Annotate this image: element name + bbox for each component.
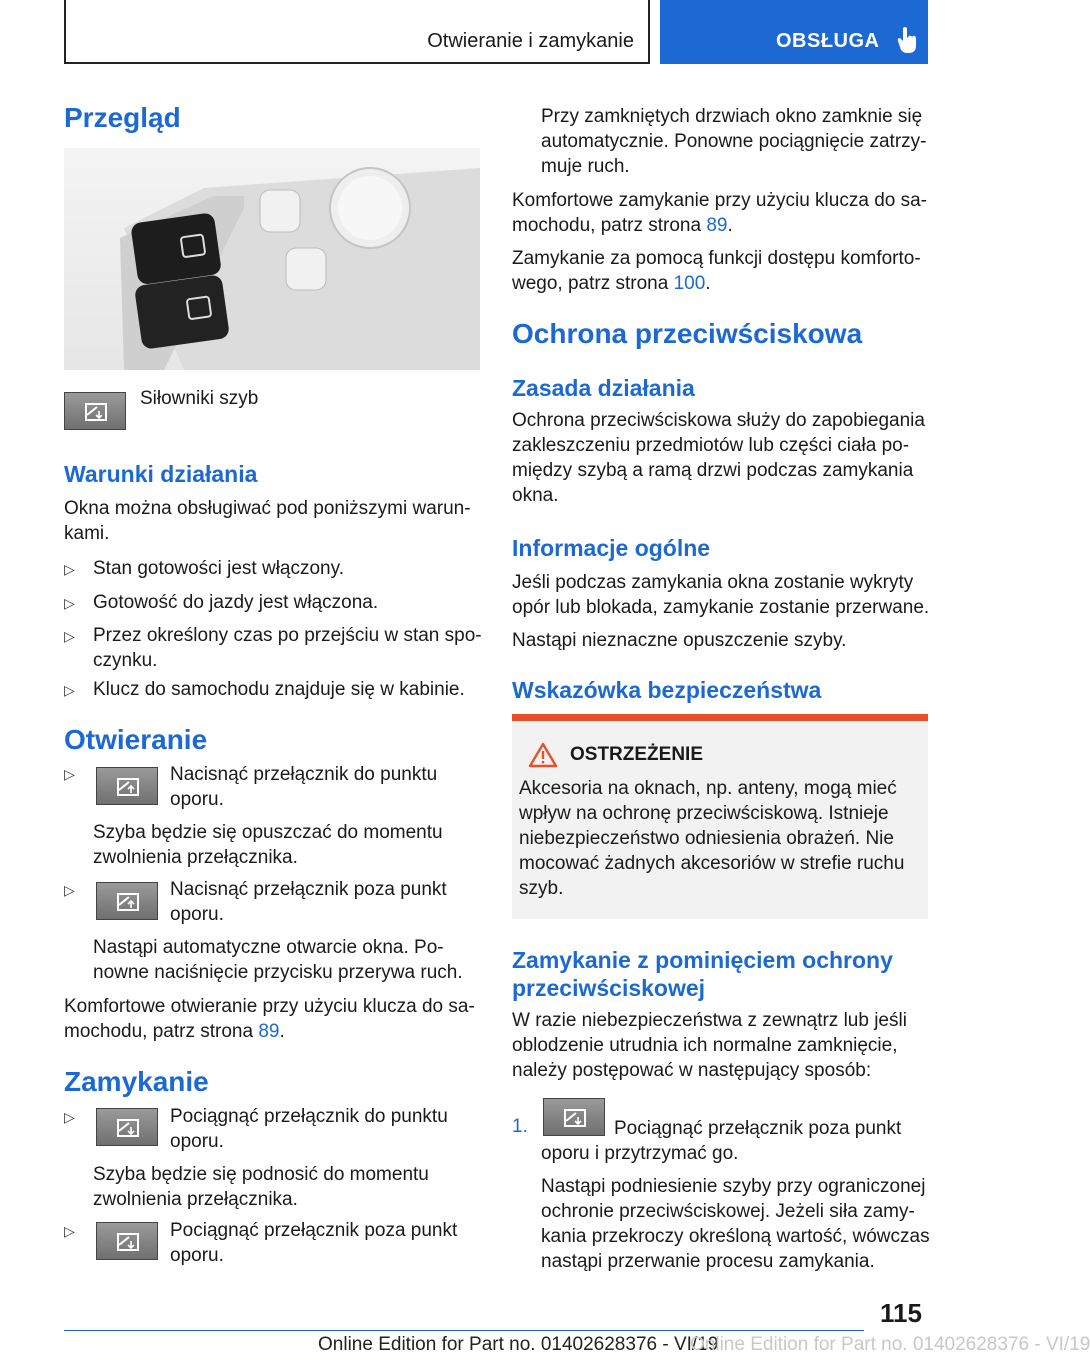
opening-item-1-result-b: zwolnienia przełącznika.	[93, 847, 298, 868]
opening-item-2-action-a: Nacisnąć przełącznik poza punkt	[170, 879, 447, 900]
step-result-4: nastąpi przerwanie procesu zamykania.	[541, 1251, 875, 1272]
bullet-triangle-icon: ▷	[64, 628, 75, 644]
conditions-item-4: Klucz do samochodu znajduje się w kabinie.	[93, 679, 465, 700]
comfort-access-line-2: wego, patrz strona 100.	[512, 273, 711, 294]
closing-item-1-result-b: zwolnienia przełącznika.	[93, 1189, 298, 1210]
principle-line-2: zakleszczeniu przedmiotów lub części ciała po-	[512, 435, 910, 456]
warning-triangle-icon	[528, 742, 558, 768]
window-switch-icon	[64, 392, 126, 430]
window-switch-icon	[96, 1222, 158, 1260]
closing-item-1-action-b: oporu.	[170, 1131, 224, 1152]
warning-line-3: niebezpieczeństwo odniesienia obrażeń. Nie	[519, 828, 894, 849]
continued-line-3: muje ruch.	[541, 156, 630, 177]
general-info-title: Informacje ogólne	[512, 535, 711, 561]
override-title-1: Zamykanie z pominięciem ochrony	[512, 947, 893, 973]
pinch-protection-title: Ochrona przeciwściskowa	[512, 318, 863, 349]
closing-item-1-result-a: Szyba będzie się podnosić do momentu	[93, 1164, 429, 1185]
continued-line-2: automatycznie. Ponowne pociągnięcie zatrzy-	[541, 131, 927, 152]
bullet-triangle-icon: ▷	[64, 766, 75, 782]
comfort-close-line-2: mochodu, patrz strona 89.	[512, 215, 733, 236]
opening-item-1-result-a: Szyba będzie się opuszczać do momentu	[93, 822, 443, 843]
header-section-box	[64, 0, 650, 64]
principle-line-3: między szybą a ramą drzwi podczas zamykania	[512, 460, 914, 481]
warning-label: OSTRZEŻENIE	[570, 744, 704, 765]
footer-edition: Online Edition for Part no. 01402628376 - VI/19	[318, 1334, 719, 1355]
principle-line-1: Ochrona przeciwściskowa służy do zapobiegania	[512, 410, 925, 431]
bullet-triangle-icon: ▷	[64, 682, 75, 698]
override-line-2: oblodzenie utrudnia ich normalne zamknięcie,	[512, 1035, 898, 1056]
window-switch-icon	[96, 882, 158, 920]
opening-item-2-action-b: oporu.	[170, 904, 224, 925]
opening-item-2-result-a: Nastąpi automatyczne otwarcie okna. Po-	[93, 937, 444, 958]
conditions-item-3a: Przez określony czas po przejściu w stan spo-	[93, 625, 482, 646]
step-result-2: ochronie przeciwściskowej. Jeżeli siła zamy-	[541, 1201, 915, 1222]
window-switch-icon	[96, 767, 158, 805]
general-line-2: opór lub blokada, zamykanie zostanie przerwane.	[512, 597, 930, 618]
conditions-intro-1: Okna można obsługiwać pod poniższymi warun-	[64, 498, 471, 519]
comfort-open-line-1: Komfortowe otwieranie przy użyciu klucza do sa-	[64, 996, 475, 1017]
closing-item-1-action-a: Pociągnąć przełącznik do punktu	[170, 1106, 448, 1127]
step-number: 1.	[512, 1116, 528, 1137]
photo-caption: Siłowniki szyb	[140, 388, 259, 409]
bullet-triangle-icon: ▷	[64, 1109, 75, 1125]
conditions-item-3b: czynku.	[93, 650, 158, 671]
bullet-triangle-icon: ▷	[64, 1223, 75, 1239]
principle-line-4: okna.	[512, 485, 559, 506]
footer-watermark: Online Edition for Part no. 01402628376 - VI/19	[690, 1334, 1090, 1355]
opening-item-1-action-a: Nacisnąć przełącznik do punktu	[170, 764, 438, 785]
bullet-triangle-icon: ▷	[64, 561, 75, 577]
warning-line-1: Akcesoria na oknach, np. anteny, mogą mieć	[519, 778, 897, 799]
header-chapter-label: OBSŁUGA	[776, 30, 880, 52]
override-title-2: przeciwściskowej	[512, 975, 706, 1001]
header-chapter-tab[interactable]	[660, 0, 928, 64]
step-action-a: Pociągnąć przełącznik poza punkt	[614, 1118, 902, 1139]
step-result-3: kania przekroczy określoną wartość, wówczas	[541, 1226, 930, 1247]
override-line-3: należy postępować w następujący sposób:	[512, 1060, 872, 1081]
override-line-1: W razie niebezpieczeństwa z zewnątrz lub jeśli	[512, 1010, 907, 1031]
warning-box	[512, 714, 928, 919]
warning-line-2: wpływ na ochronę przeciwściskową. Istnieje	[519, 803, 889, 824]
window-switches-photo	[64, 148, 480, 370]
opening-title: Otwieranie	[64, 724, 208, 755]
general-line-1: Jeśli podczas zamykania okna zostanie wykryty	[512, 572, 914, 593]
closing-item-2-action-a: Pociągnąć przełącznik poza punkt	[170, 1220, 458, 1241]
opening-item-2-result-b: nowne naciśnięcie przycisku przerywa ruch.	[93, 962, 463, 983]
warning-line-4: mocować żadnych akcesoriów w strefie ruchu	[519, 853, 905, 874]
warning-line-5: szyb.	[519, 878, 564, 899]
window-switch-icon	[543, 1098, 605, 1136]
footer-rule	[64, 1330, 864, 1331]
general-line-3: Nastąpi nieznaczne opuszczenie szyby.	[512, 630, 847, 651]
opening-item-1-action-b: oporu.	[170, 789, 224, 810]
bullet-triangle-icon: ▷	[64, 595, 75, 611]
comfort-close-line-1: Komfortowe zamykanie przy użyciu klucza do sa-	[512, 190, 927, 211]
conditions-item-2: Gotowość do jazdy jest włączona.	[93, 592, 379, 613]
page-link[interactable]: 89	[258, 1021, 280, 1042]
closing-item-2-action-b: oporu.	[170, 1245, 224, 1266]
window-switches-illustration	[64, 148, 480, 370]
safety-title: Wskazówka bezpieczeństwa	[512, 677, 822, 703]
closing-title: Zamykanie	[64, 1066, 209, 1097]
comfort-access-line-1: Zamykanie za pomocą funkcji dostępu komforto-	[512, 248, 921, 269]
overview-title: Przegląd	[64, 102, 181, 133]
window-switch-icon	[96, 1108, 158, 1146]
page-link[interactable]: 89	[706, 215, 728, 236]
conditions-intro-2: kami.	[64, 523, 110, 544]
warning-bar	[512, 714, 928, 721]
page-number: 115	[880, 1298, 922, 1328]
page-link[interactable]: 100	[673, 273, 706, 294]
step-action-b: oporu i przytrzymać go.	[541, 1143, 739, 1164]
pointing-hand-icon	[896, 26, 918, 54]
conditions-item-1: Stan gotowości jest włączony.	[93, 558, 344, 579]
bullet-triangle-icon: ▷	[64, 882, 75, 898]
continued-line-1: Przy zamkniętych drzwiach okno zamknie się	[541, 106, 923, 127]
step-result-1: Nastąpi podniesienie szyby przy ograniczonej	[541, 1176, 926, 1197]
conditions-title: Warunki działania	[64, 461, 258, 487]
principle-title: Zasada działania	[512, 375, 695, 401]
header-section-title: Otwieranie i zamykanie	[427, 30, 634, 52]
comfort-open-line-2: mochodu, patrz strona 89.	[64, 1021, 285, 1042]
